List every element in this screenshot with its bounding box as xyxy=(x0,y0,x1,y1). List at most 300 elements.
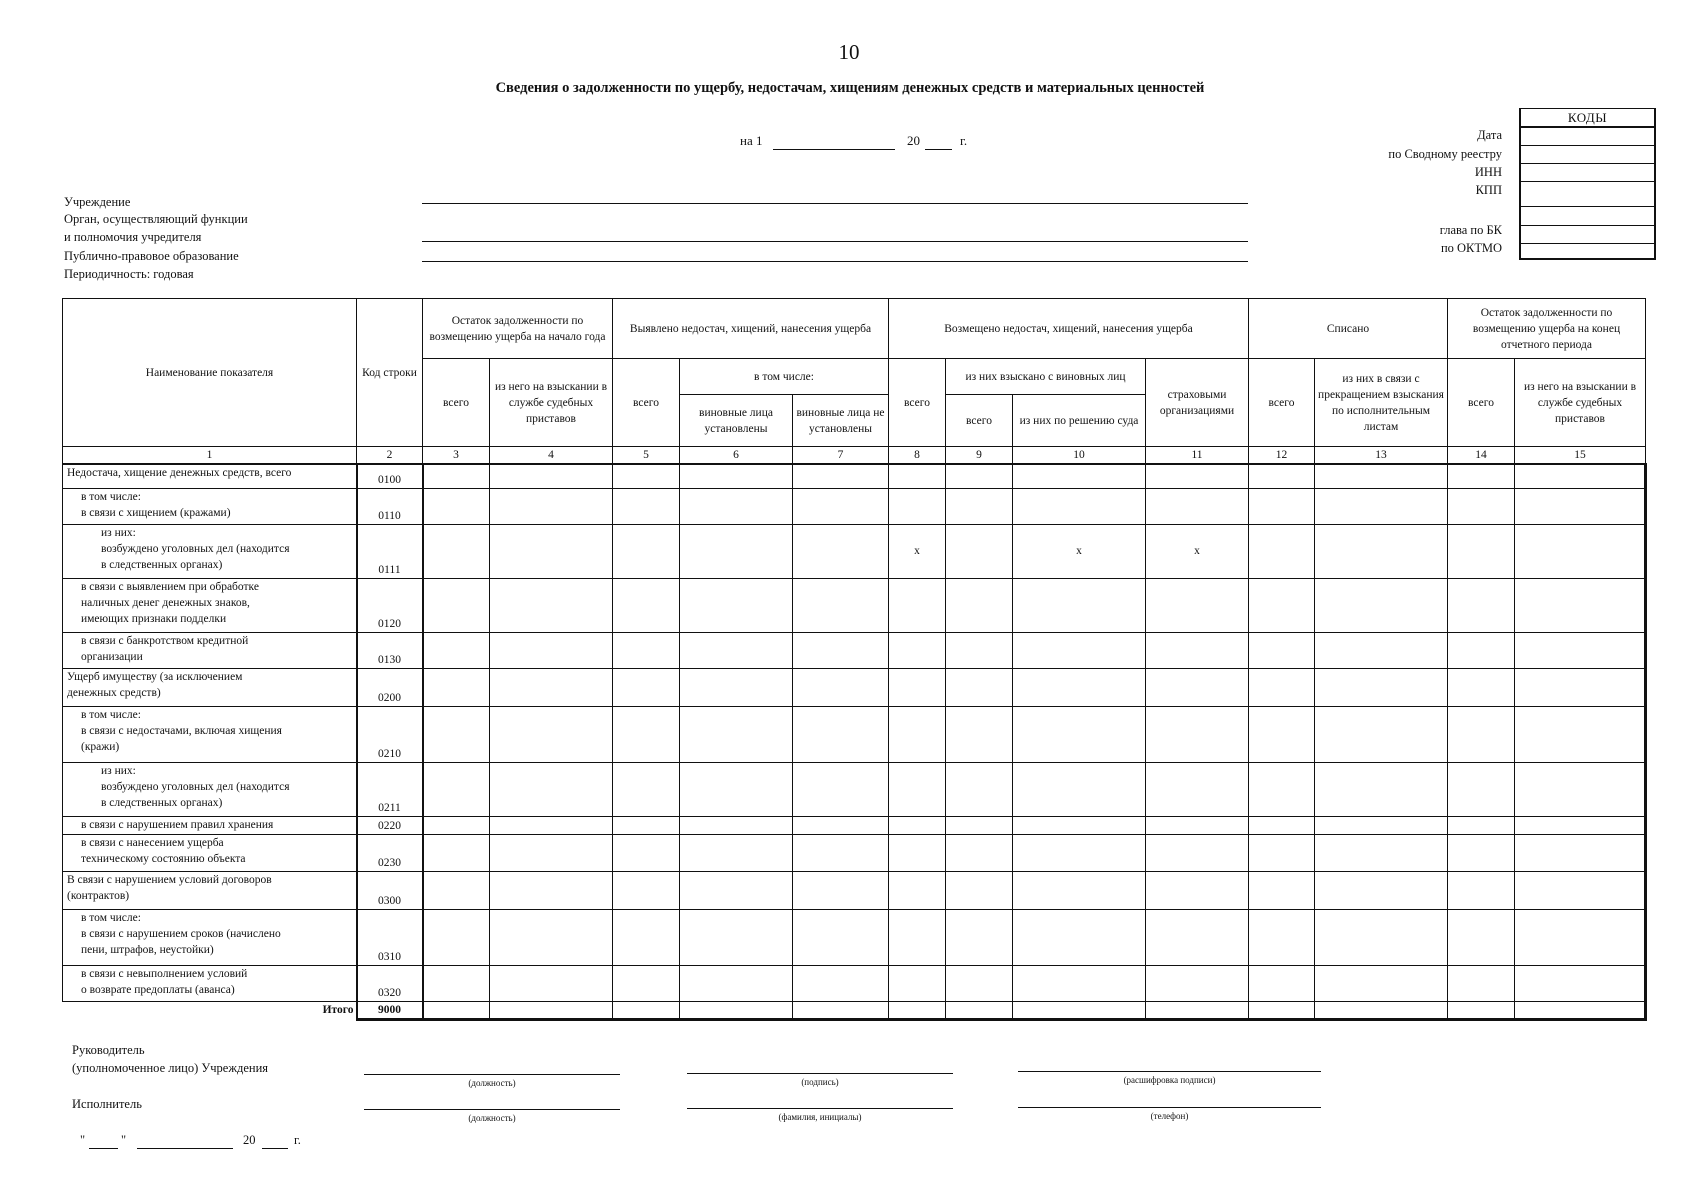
code-date-field[interactable] xyxy=(1521,128,1654,146)
data-cell[interactable] xyxy=(613,488,680,524)
row-code: 0110 xyxy=(357,488,423,524)
column-number: 4 xyxy=(490,447,613,465)
data-cell[interactable] xyxy=(680,965,793,1001)
row-name: в том числе: в связи с недостачами, включая хищения (кражи) xyxy=(63,706,357,762)
column-number: 2 xyxy=(357,447,423,465)
data-cell[interactable] xyxy=(1448,524,1515,578)
data-cell[interactable] xyxy=(793,668,889,706)
data-cell[interactable] xyxy=(1315,706,1448,762)
data-cell[interactable] xyxy=(1013,464,1146,488)
code-extra-field[interactable] xyxy=(1521,244,1654,258)
data-cell[interactable] xyxy=(1315,488,1448,524)
data-cell[interactable] xyxy=(793,524,889,578)
data-cell[interactable] xyxy=(1315,524,1448,578)
code-kpp-field[interactable] xyxy=(1521,182,1654,207)
data-cell[interactable] xyxy=(490,578,613,632)
data-cell[interactable] xyxy=(490,524,613,578)
data-cell[interactable] xyxy=(793,464,889,488)
data-cell[interactable] xyxy=(793,578,889,632)
header-written-total: всего xyxy=(1249,359,1315,447)
data-cell[interactable] xyxy=(1249,816,1315,834)
data-cell[interactable] xyxy=(793,871,889,909)
data-cell[interactable] xyxy=(889,668,946,706)
data-cell[interactable] xyxy=(1515,965,1646,1001)
x-mark-cell: x xyxy=(1013,524,1146,578)
row-code: 0120 xyxy=(357,578,423,632)
row-code: 0100 xyxy=(357,464,423,488)
row-name: Недостача, хищение денежных средств, всего xyxy=(63,464,357,488)
code-label-oktmo: по ОКТМО xyxy=(1440,241,1502,255)
row-name: из них: возбуждено уголовных дел (находится в следственных органах) xyxy=(63,762,357,816)
data-cell[interactable] xyxy=(680,578,793,632)
data-cell[interactable] xyxy=(1315,965,1448,1001)
header-start-total: всего xyxy=(423,359,490,447)
total-cell[interactable] xyxy=(1146,1001,1249,1019)
data-cell[interactable] xyxy=(1448,632,1515,668)
data-cell[interactable] xyxy=(946,965,1013,1001)
data-cell[interactable] xyxy=(423,632,490,668)
column-number: 14 xyxy=(1448,447,1515,465)
table-row xyxy=(63,632,1646,668)
data-cell[interactable] xyxy=(793,965,889,1001)
header-found-unknown: виновные лица не установлены xyxy=(793,395,889,447)
data-cell[interactable] xyxy=(889,464,946,488)
data-cell[interactable] xyxy=(1515,816,1646,834)
table-row xyxy=(63,488,1646,524)
data-cell[interactable] xyxy=(680,909,793,965)
data-cell[interactable] xyxy=(1315,668,1448,706)
data-cell[interactable] xyxy=(793,632,889,668)
header-found-incl: в том числе: xyxy=(680,359,889,395)
data-cell[interactable] xyxy=(889,488,946,524)
date-suffix: г. xyxy=(960,133,968,148)
data-cell[interactable] xyxy=(1013,965,1146,1001)
data-cell[interactable] xyxy=(1013,578,1146,632)
data-cell[interactable] xyxy=(613,706,680,762)
head-label-1: Руководитель xyxy=(72,1043,145,1057)
header-reimb-from: из них взыскано с виновных лиц xyxy=(946,359,1146,395)
data-cell[interactable] xyxy=(1249,524,1315,578)
data-cell[interactable] xyxy=(680,632,793,668)
row-name: Ущерб имуществу (за исключением денежных средств) xyxy=(63,668,357,706)
data-cell[interactable] xyxy=(613,464,680,488)
column-number: 15 xyxy=(1515,447,1646,465)
data-cell[interactable] xyxy=(1515,668,1646,706)
data-cell[interactable] xyxy=(946,632,1013,668)
data-cell[interactable] xyxy=(490,909,613,965)
code-bk-field[interactable] xyxy=(1521,207,1654,226)
table-row xyxy=(63,668,1646,706)
data-cell[interactable] xyxy=(1448,871,1515,909)
code-registry-field[interactable] xyxy=(1521,146,1654,164)
codes-box xyxy=(1519,108,1656,260)
total-label: Итого xyxy=(63,1001,357,1019)
row-name: в связи с банкротством кредитной организации xyxy=(63,632,357,668)
column-number: 8 xyxy=(889,447,946,465)
code-label-registry: по Сводному реестру xyxy=(1388,147,1502,161)
data-cell[interactable] xyxy=(946,668,1013,706)
total-cell[interactable] xyxy=(946,1001,1013,1019)
data-cell[interactable] xyxy=(1249,488,1315,524)
data-cell[interactable] xyxy=(1448,668,1515,706)
header-name: Наименование показателя xyxy=(63,299,357,447)
data-cell[interactable] xyxy=(889,706,946,762)
data-cell[interactable] xyxy=(793,762,889,816)
data-cell[interactable] xyxy=(1448,965,1515,1001)
data-cell[interactable] xyxy=(946,909,1013,965)
data-cell[interactable] xyxy=(1146,871,1249,909)
table-row xyxy=(63,524,1646,578)
data-cell[interactable] xyxy=(1448,762,1515,816)
cap-signature: (подпись) xyxy=(801,1077,839,1087)
label-founder-2: и полномочия учредителя xyxy=(64,230,202,244)
table-row xyxy=(63,464,1646,488)
data-cell[interactable] xyxy=(1448,909,1515,965)
data-cell[interactable] xyxy=(1146,834,1249,871)
data-cell[interactable] xyxy=(1013,834,1146,871)
data-cell[interactable] xyxy=(490,668,613,706)
label-public-entity: Публично-правовое образование xyxy=(64,249,239,263)
column-number: 11 xyxy=(1146,447,1249,465)
data-cell[interactable] xyxy=(1249,706,1315,762)
head-decode-field[interactable] xyxy=(1018,1053,1321,1072)
code-label-inn: ИНН xyxy=(1474,165,1502,179)
row-code: 0230 xyxy=(357,834,423,871)
header-found-known: виновные лица установлены xyxy=(680,395,793,447)
sign-year-field[interactable] xyxy=(262,1132,288,1149)
data-cell[interactable] xyxy=(680,816,793,834)
data-cell[interactable] xyxy=(889,632,946,668)
data-cell[interactable] xyxy=(423,524,490,578)
data-cell[interactable] xyxy=(423,965,490,1001)
data-cell[interactable] xyxy=(423,816,490,834)
data-cell[interactable] xyxy=(1515,632,1646,668)
data-cell[interactable] xyxy=(1515,834,1646,871)
page-number: 10 xyxy=(838,40,860,64)
data-cell[interactable] xyxy=(490,706,613,762)
data-cell[interactable] xyxy=(423,578,490,632)
data-cell[interactable] xyxy=(680,524,793,578)
data-cell[interactable] xyxy=(1146,706,1249,762)
row-name: в связи с нарушением правил хранения xyxy=(63,816,357,834)
row-name: в связи с нанесением ущерба техническому состоянию объекта xyxy=(63,834,357,871)
data-cell[interactable] xyxy=(1146,488,1249,524)
date-quote-open: " xyxy=(80,1133,86,1147)
data-cell[interactable] xyxy=(1013,909,1146,965)
data-cell[interactable] xyxy=(613,632,680,668)
x-mark-cell: x xyxy=(889,524,946,578)
data-cell[interactable] xyxy=(946,871,1013,909)
cap-phone: (телефон) xyxy=(1150,1111,1189,1121)
data-cell[interactable] xyxy=(1515,578,1646,632)
data-cell[interactable] xyxy=(1448,706,1515,762)
table-row xyxy=(63,871,1646,909)
date-year-field[interactable] xyxy=(925,131,952,150)
data-cell[interactable] xyxy=(889,762,946,816)
data-cell[interactable] xyxy=(1249,834,1315,871)
data-cell[interactable] xyxy=(680,706,793,762)
code-inn-field[interactable] xyxy=(1521,164,1654,182)
data-cell[interactable] xyxy=(1013,871,1146,909)
row-code: 0111 xyxy=(357,524,423,578)
data-cell[interactable] xyxy=(1146,632,1249,668)
column-number: 10 xyxy=(1013,447,1146,465)
data-cell[interactable] xyxy=(1013,668,1146,706)
data-cell[interactable] xyxy=(1315,762,1448,816)
data-cell[interactable] xyxy=(1146,668,1249,706)
label-founder-1: Орган, осуществляющий функции xyxy=(64,212,248,226)
column-number: 5 xyxy=(613,447,680,465)
header-group-end: Остаток задолженности по возмещению ущерба на конец отчетного периода xyxy=(1448,299,1646,359)
data-cell[interactable] xyxy=(1249,762,1315,816)
exec-label: Исполнитель xyxy=(72,1097,142,1111)
header-start-bailiff: из него на взыскании в службе судебных приставов xyxy=(490,359,613,447)
data-cell[interactable] xyxy=(423,871,490,909)
data-cell[interactable] xyxy=(490,488,613,524)
header-group-written-off: Списано xyxy=(1249,299,1448,359)
data-cell[interactable] xyxy=(613,909,680,965)
data-cell[interactable] xyxy=(1448,488,1515,524)
table-row xyxy=(63,706,1646,762)
data-cell[interactable] xyxy=(490,965,613,1001)
data-cell[interactable] xyxy=(1013,706,1146,762)
table-body xyxy=(63,464,1646,1019)
total-cell[interactable] xyxy=(680,1001,793,1019)
data-cell[interactable] xyxy=(1315,834,1448,871)
table-row xyxy=(63,909,1646,965)
data-cell[interactable] xyxy=(490,632,613,668)
founder-field[interactable] xyxy=(422,224,1248,242)
data-cell[interactable] xyxy=(1146,909,1249,965)
label-institution: Учреждение xyxy=(64,195,131,209)
data-cell[interactable] xyxy=(613,668,680,706)
data-cell[interactable] xyxy=(423,668,490,706)
row-code: 0320 xyxy=(357,965,423,1001)
header-written-stop: из них в связи с прекращением взыскания по исполнительным листам xyxy=(1315,359,1448,447)
institution-field[interactable] xyxy=(422,186,1248,204)
data-cell[interactable] xyxy=(680,834,793,871)
data-cell[interactable] xyxy=(423,464,490,488)
data-cell[interactable] xyxy=(889,871,946,909)
table-row xyxy=(63,578,1646,632)
data-cell[interactable] xyxy=(1249,909,1315,965)
data-cell[interactable] xyxy=(613,965,680,1001)
data-cell[interactable] xyxy=(793,488,889,524)
header-found-total: всего xyxy=(613,359,680,447)
date-quote-close: " xyxy=(121,1133,127,1147)
row-name: в связи с невыполнением условий о возврате предоплаты (аванса) xyxy=(63,965,357,1001)
data-cell[interactable] xyxy=(1249,668,1315,706)
row-code: 0130 xyxy=(357,632,423,668)
data-cell[interactable] xyxy=(680,488,793,524)
total-cell[interactable] xyxy=(613,1001,680,1019)
sign-date-suffix: г. xyxy=(294,1133,301,1147)
data-cell[interactable] xyxy=(889,816,946,834)
header-reimb-from-total: всего xyxy=(946,395,1013,447)
sign-year-prefix: 20 xyxy=(243,1133,256,1147)
data-cell[interactable] xyxy=(613,524,680,578)
total-cell[interactable] xyxy=(1013,1001,1146,1019)
table-row xyxy=(63,816,1646,834)
data-cell[interactable] xyxy=(1315,464,1448,488)
code-oktmo-field[interactable] xyxy=(1521,226,1654,244)
data-cell[interactable] xyxy=(889,578,946,632)
column-number: 1 xyxy=(63,447,357,465)
data-cell[interactable] xyxy=(946,464,1013,488)
data-cell[interactable] xyxy=(1249,464,1315,488)
data-cell[interactable] xyxy=(680,871,793,909)
data-cell[interactable] xyxy=(1515,706,1646,762)
header-reimb-total: всего xyxy=(889,359,946,447)
date-day-month-field[interactable] xyxy=(773,131,895,150)
header-group-found: Выявлено недостач, хищений, нанесения ущерба xyxy=(613,299,889,359)
total-cell[interactable] xyxy=(793,1001,889,1019)
data-cell[interactable] xyxy=(1013,762,1146,816)
data-cell[interactable] xyxy=(1013,632,1146,668)
date-prefix: на 1 xyxy=(740,133,763,148)
data-cell[interactable] xyxy=(793,816,889,834)
column-number-row xyxy=(63,447,1646,465)
data-cell[interactable] xyxy=(793,909,889,965)
data-cell[interactable] xyxy=(946,578,1013,632)
code-label-bk: глава по БК xyxy=(1439,223,1502,237)
cap-position: (должность) xyxy=(468,1078,516,1088)
data-cell[interactable] xyxy=(1249,632,1315,668)
data-cell[interactable] xyxy=(946,834,1013,871)
column-number: 13 xyxy=(1315,447,1448,465)
header-end-bailiff: из него на взыскании в службе судебных приставов xyxy=(1515,359,1646,447)
data-cell[interactable] xyxy=(889,965,946,1001)
data-cell[interactable] xyxy=(423,706,490,762)
table-row xyxy=(63,834,1646,871)
header-reimb-court: из них по решению суда xyxy=(1013,395,1146,447)
data-cell[interactable] xyxy=(613,816,680,834)
data-cell[interactable] xyxy=(946,706,1013,762)
debt-table xyxy=(62,298,1647,1021)
data-cell[interactable] xyxy=(1249,578,1315,632)
data-cell[interactable] xyxy=(1146,762,1249,816)
data-cell[interactable] xyxy=(793,706,889,762)
public-entity-field[interactable] xyxy=(422,244,1248,262)
data-cell[interactable] xyxy=(680,762,793,816)
data-cell[interactable] xyxy=(1249,871,1315,909)
data-cell[interactable] xyxy=(1448,464,1515,488)
data-cell[interactable] xyxy=(613,762,680,816)
row-code: 0210 xyxy=(357,706,423,762)
data-cell[interactable] xyxy=(1448,834,1515,871)
data-cell[interactable] xyxy=(1315,871,1448,909)
column-number: 3 xyxy=(423,447,490,465)
data-cell[interactable] xyxy=(1315,632,1448,668)
header-end-total: всего xyxy=(1448,359,1515,447)
header-code: Код строки xyxy=(357,299,423,447)
data-cell[interactable] xyxy=(490,834,613,871)
data-cell[interactable] xyxy=(1249,965,1315,1001)
data-cell[interactable] xyxy=(1515,464,1646,488)
data-cell[interactable] xyxy=(889,909,946,965)
total-row xyxy=(63,1001,1646,1019)
row-name: в том числе: в связи с нарушением сроков (начислено пени, штрафов, неустойки) xyxy=(63,909,357,965)
data-cell[interactable] xyxy=(946,488,1013,524)
data-cell[interactable] xyxy=(1515,524,1646,578)
data-cell[interactable] xyxy=(423,488,490,524)
total-cell[interactable] xyxy=(1448,1001,1515,1019)
data-cell[interactable] xyxy=(680,668,793,706)
head-position-field[interactable] xyxy=(364,1056,620,1075)
code-label-date: Дата xyxy=(1477,128,1502,142)
data-cell[interactable] xyxy=(490,816,613,834)
total-cell[interactable] xyxy=(1315,1001,1448,1019)
row-name: в связи с выявлением при обработке наличных денег денежных знаков, имеющих признаки подделки xyxy=(63,578,357,632)
data-cell[interactable] xyxy=(1515,488,1646,524)
exec-position-field[interactable] xyxy=(364,1091,620,1110)
data-cell[interactable] xyxy=(1146,965,1249,1001)
total-cell[interactable] xyxy=(490,1001,613,1019)
column-number: 7 xyxy=(793,447,889,465)
data-cell[interactable] xyxy=(1146,464,1249,488)
data-cell[interactable] xyxy=(613,871,680,909)
data-cell[interactable] xyxy=(1448,578,1515,632)
data-cell[interactable] xyxy=(889,834,946,871)
total-cell[interactable] xyxy=(1515,1001,1646,1019)
data-cell[interactable] xyxy=(490,464,613,488)
data-cell[interactable] xyxy=(1515,871,1646,909)
table-row xyxy=(63,965,1646,1001)
exec-phone-field[interactable] xyxy=(1018,1089,1321,1108)
exec-name-field[interactable] xyxy=(687,1090,953,1109)
data-cell[interactable] xyxy=(680,464,793,488)
data-cell[interactable] xyxy=(1515,909,1646,965)
data-cell[interactable] xyxy=(1448,816,1515,834)
cap-position-2: (должность) xyxy=(468,1113,516,1123)
date-year-prefix: 20 xyxy=(907,133,920,148)
total-cell[interactable] xyxy=(1249,1001,1315,1019)
data-cell[interactable] xyxy=(423,909,490,965)
data-cell[interactable] xyxy=(1315,578,1448,632)
data-cell[interactable] xyxy=(1315,909,1448,965)
data-cell[interactable] xyxy=(613,834,680,871)
data-cell[interactable] xyxy=(946,762,1013,816)
data-cell[interactable] xyxy=(423,762,490,816)
row-name: в том числе: в связи с хищением (кражами) xyxy=(63,488,357,524)
data-cell[interactable] xyxy=(490,871,613,909)
data-cell[interactable] xyxy=(1146,578,1249,632)
data-cell[interactable] xyxy=(613,578,680,632)
data-cell[interactable] xyxy=(946,816,1013,834)
column-number: 6 xyxy=(680,447,793,465)
data-cell[interactable] xyxy=(1146,816,1249,834)
row-code: 0310 xyxy=(357,909,423,965)
codes-header: КОДЫ xyxy=(1521,109,1654,128)
data-cell[interactable] xyxy=(423,834,490,871)
data-cell[interactable] xyxy=(490,762,613,816)
head-signature-field[interactable] xyxy=(687,1055,953,1074)
data-cell[interactable] xyxy=(793,834,889,871)
data-cell[interactable] xyxy=(1515,762,1646,816)
sign-month-field[interactable] xyxy=(137,1132,233,1149)
row-code: 0211 xyxy=(357,762,423,816)
data-cell[interactable] xyxy=(946,524,1013,578)
table-row xyxy=(63,762,1646,816)
total-cell[interactable] xyxy=(889,1001,946,1019)
row-code: 0220 xyxy=(357,816,423,834)
data-cell[interactable] xyxy=(1013,816,1146,834)
total-cell[interactable] xyxy=(423,1001,490,1019)
data-cell[interactable] xyxy=(1315,816,1448,834)
sign-day-field[interactable] xyxy=(89,1132,118,1149)
row-name: В связи с нарушением условий договоров (контрактов) xyxy=(63,871,357,909)
data-cell[interactable] xyxy=(1013,488,1146,524)
